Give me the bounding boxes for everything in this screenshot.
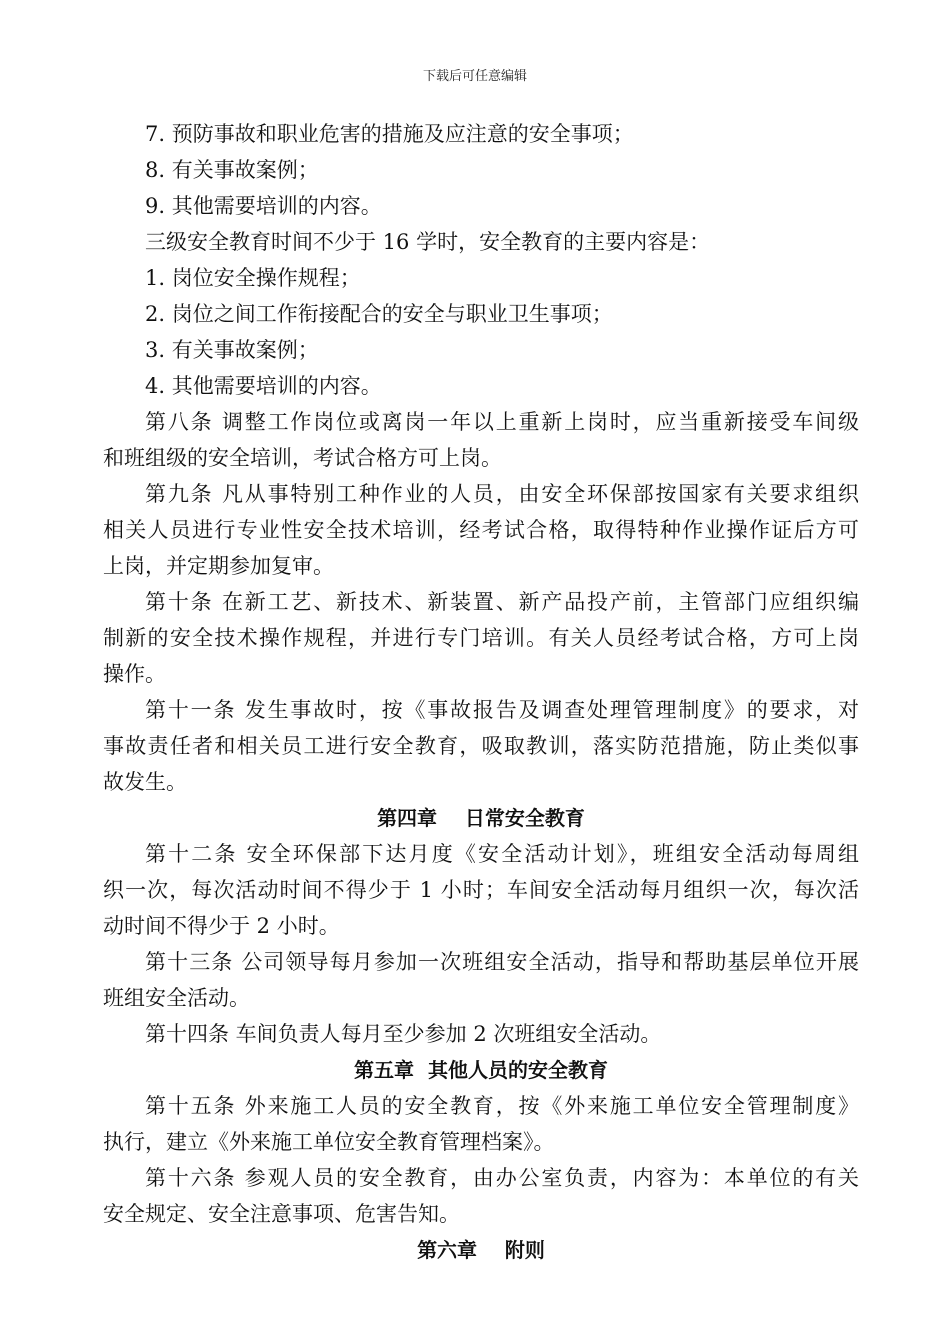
article-9-line: 上岗，并定期参加复审。: [103, 554, 334, 578]
list-item: 9. 其他需要培训的内容。: [145, 194, 382, 218]
chapter-heading: 第四章 日常安全教育: [377, 806, 585, 830]
chapter-heading: 第六章 附则: [417, 1238, 545, 1262]
article-12-line: 第十二条 安全环保部下达月度《安全活动计划》，班组安全活动每周组: [145, 842, 859, 866]
article-12-line: 织一次，每次活动时间不得少于 1 小时；车间安全活动每月组织一次，每次活: [103, 878, 859, 902]
article-16-line: 第十六条 参观人员的安全教育，由办公室负责，内容为：本单位的有关: [145, 1166, 859, 1190]
list-item: 8. 有关事故案例；: [145, 158, 319, 182]
article-14-line: 第十四条 车间负责人每月至少参加 2 次班组安全活动。: [145, 1022, 662, 1046]
list-item: 3. 有关事故案例；: [145, 338, 319, 362]
article-11-line: 故发生。: [103, 770, 187, 794]
chapter-heading: 第五章 其他人员的安全教育: [354, 1058, 608, 1082]
article-10-line: 操作。: [103, 662, 166, 686]
article-10-line: 第十条 在新工艺、新技术、新装置、新产品投产前，主管部门应组织编: [145, 590, 859, 614]
article-11-line: 第十一条 发生事故时，按《事故报告及调查处理管理制度》的要求，对: [145, 698, 859, 722]
article-8-line: 和班组级的安全培训，考试合格方可上岗。: [103, 446, 502, 470]
list-item: 1. 岗位安全操作规程；: [145, 266, 361, 290]
article-13-line: 第十三条 公司领导每月参加一次班组安全活动，指导和帮助基层单位开展: [145, 950, 859, 974]
article-10-line: 制新的安全技术操作规程，并进行专门培训。有关人员经考试合格，方可上岗: [103, 626, 859, 650]
page-header-note: 下载后可任意编辑: [422, 69, 527, 84]
article-15-line: 第十五条 外来施工人员的安全教育，按《外来施工单位安全管理制度》: [145, 1094, 859, 1118]
article-16-line: 安全规定、安全注意事项、危害告知。: [103, 1202, 460, 1226]
article-13-line: 班组安全活动。: [103, 986, 250, 1010]
paragraph-line: 三级安全教育时间不少于 16 学时，安全教育的主要内容是：: [145, 230, 711, 254]
list-item: 2. 岗位之间工作衔接配合的安全与职业卫生事项；: [145, 302, 613, 326]
article-9-line: 相关人员进行专业性安全技术培训，经考试合格，取得特种作业操作证后方可: [103, 518, 859, 542]
article-9-line: 第九条 凡从事特别工种作业的人员，由安全环保部按国家有关要求组织: [145, 482, 859, 506]
article-8-line: 第八条 调整工作岗位或离岗一年以上重新上岗时，应当重新接受车间级: [145, 410, 859, 434]
document-body: [103, 116, 859, 1268]
article-11-line: 事故责任者和相关员工进行安全教育，吸取教训，落实防范措施，防止类似事: [103, 734, 859, 758]
list-item: 4. 其他需要培训的内容。: [145, 374, 382, 398]
article-12-line: 动时间不得少于 2 小时。: [103, 914, 340, 938]
article-15-line: 执行，建立《外来施工单位安全教育管理档案》。: [103, 1130, 555, 1154]
list-item: 7. 预防事故和职业危害的措施及应注意的安全事项；: [145, 122, 634, 146]
